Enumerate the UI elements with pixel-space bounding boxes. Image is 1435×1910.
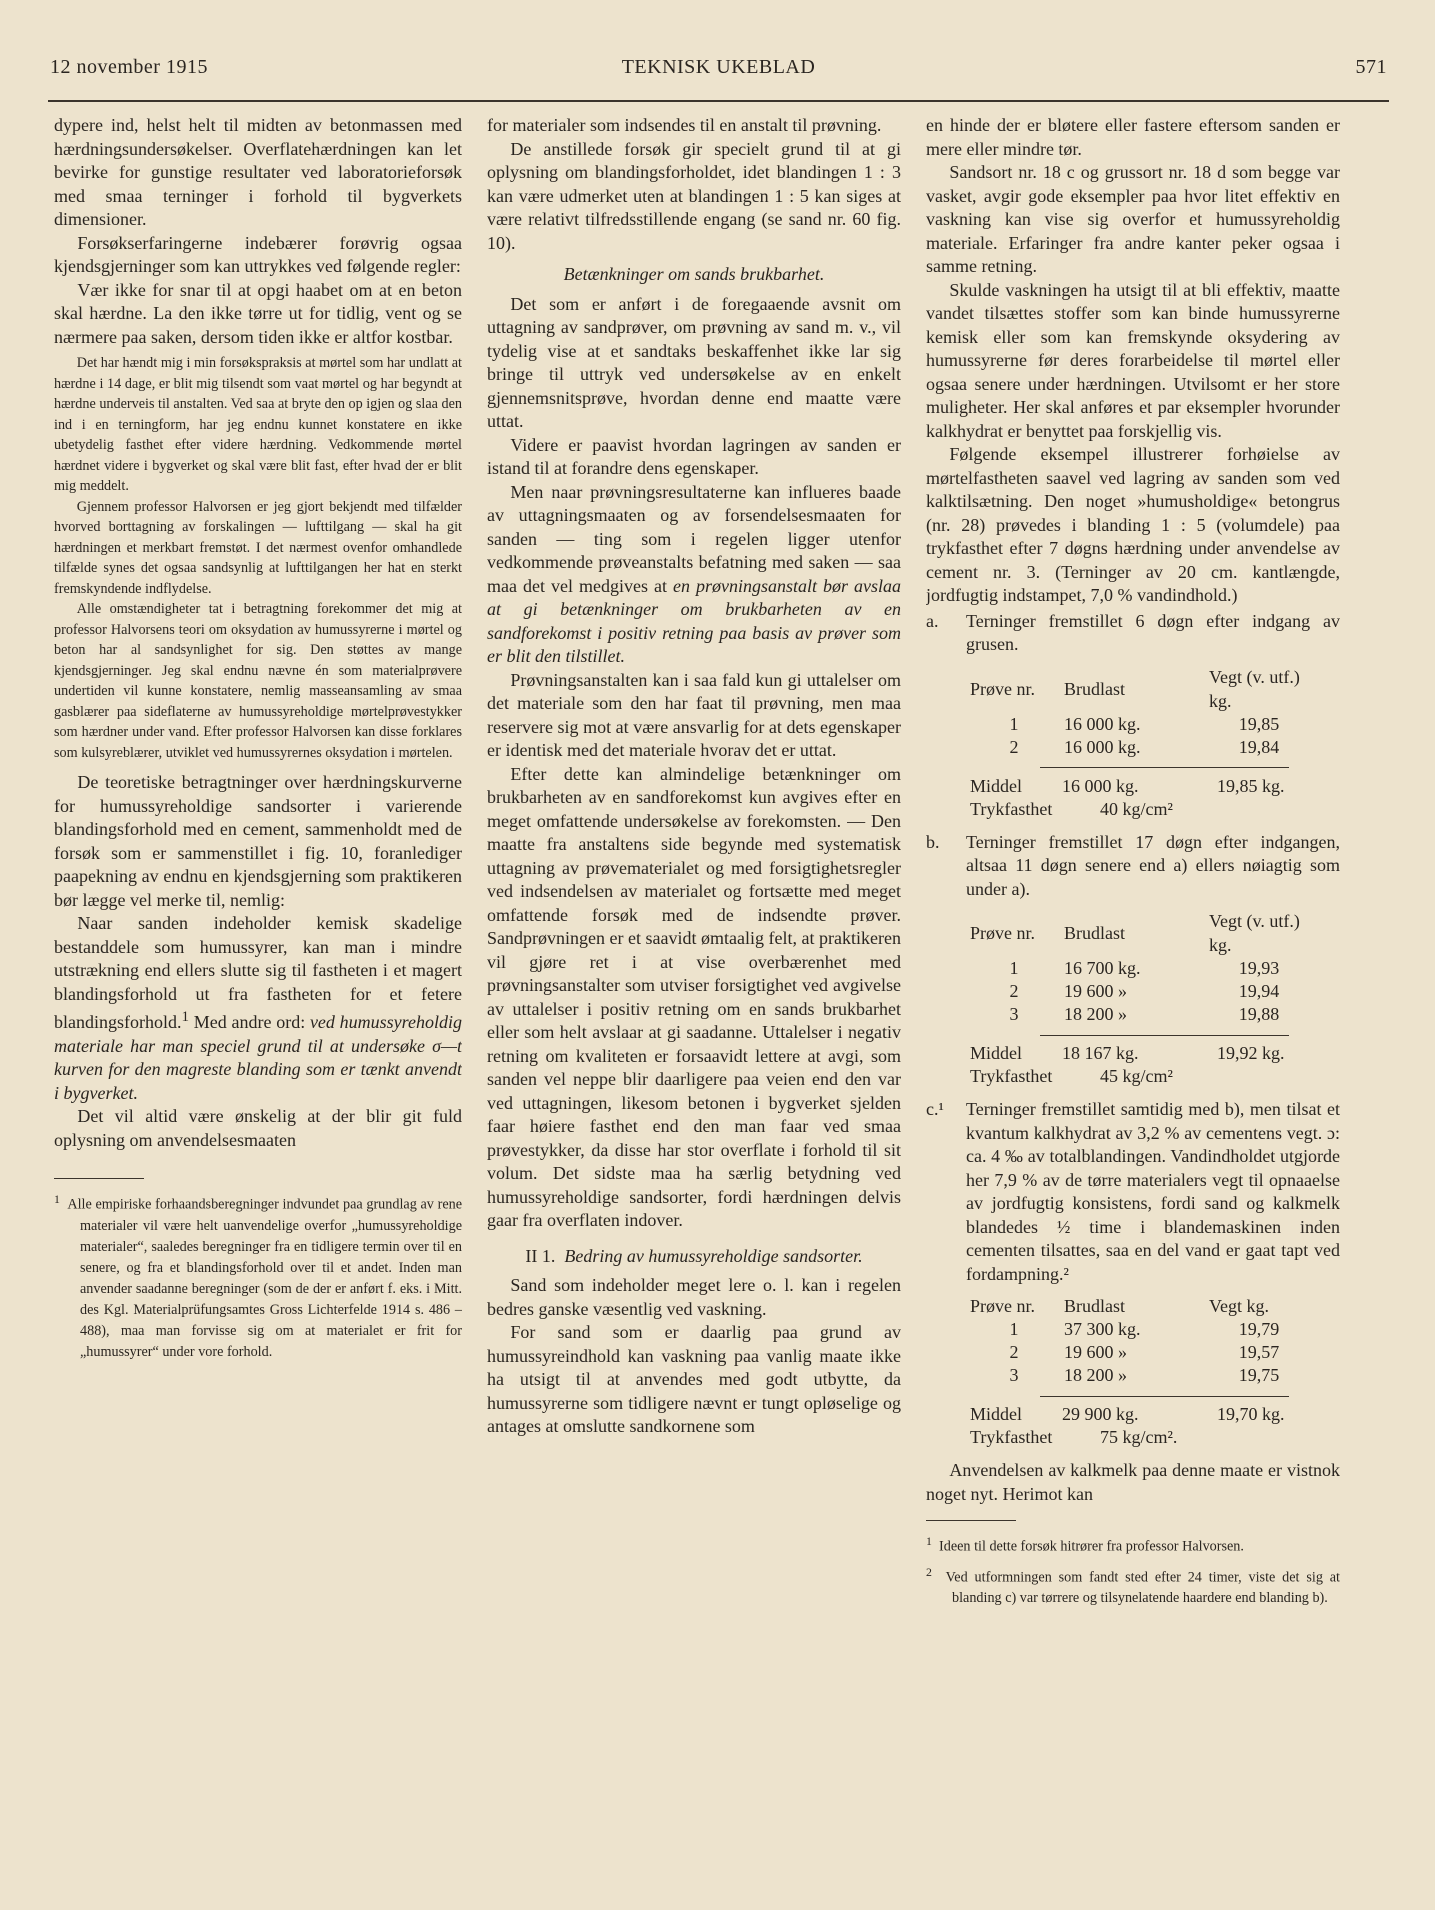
- footnote-ref: 1: [181, 1009, 189, 1025]
- paragraph: for materialer som indsendes til en anstalt til prøvning.: [487, 115, 882, 135]
- paragraph: For sand som er daarlig paa grund av humussyreindhold kan vaskning paa vanlig maate ikke ha utsigt til at anvendes med godt utbytte, da humussyrerne som tidligere nævnt er tungt opløselige og antages at omslutte sandkornene som: [487, 1322, 901, 1436]
- summary-label: Middel: [970, 1043, 1022, 1063]
- cell: 16 700 kg.: [1064, 958, 1141, 978]
- paragraph: Det vil altid være ønskelig at der blir git fuld oplysning om anvendelsesmaaten: [54, 1106, 462, 1150]
- summary-row: [970, 798, 1340, 821]
- cell: 3: [1009, 1365, 1019, 1385]
- column-header: Prøve nr.: [970, 1296, 1035, 1316]
- footnote-number: 2: [926, 1564, 932, 1579]
- cell: 2: [1009, 981, 1019, 1001]
- column-header: Vegt (v. utf.) kg.: [1209, 666, 1300, 711]
- cell: 37 300 kg.: [1064, 1319, 1141, 1339]
- item-label: a.: [926, 610, 939, 631]
- summary-b: [970, 1042, 1340, 1088]
- section-number: II 1.: [525, 1245, 556, 1266]
- summary-row: [970, 775, 1340, 798]
- emphasis: ved humussyreholdig materiale har man speciel grund til at undersøke σ—t kurven for den magreste blanding som er tænkt anvendt i bygverket.: [54, 1012, 462, 1103]
- summary-row: [970, 1065, 1340, 1088]
- footnote: [54, 1189, 462, 1363]
- paragraph: Vær ikke for snar til at opgi haabet om at en beton skal hærdne. La den ikke tørre ut for tidlig, vent og se nærmere paa saken, dersom tiden ikke er altfor kostbar.: [54, 279, 462, 347]
- paragraph: De teoretiske betragtninger over hærdningskurverne for humussyreholdige sandsorter i varierende blandingsforhold med en cement, sammenholdt med de forsøk som er sammenstillet i fig. 10, foranlediger paapekning av endnu en kjendsgjerning som praktikeren bør lægge vel merke til, nemlig:: [54, 772, 462, 910]
- paragraph: dypere ind, helst helt til midten av betonmassen med hærdningsundersøkelser. Overflatehærdningen kan let bevirke for gunstige resultater ved laboratorieforsøk med smaa terninger i forhold til bygverkets dimensioner.: [54, 115, 462, 229]
- summary-value: 45 kg/cm²: [1100, 1066, 1173, 1086]
- small-print-note: [54, 353, 462, 763]
- page-number: 571: [1355, 56, 1387, 78]
- cell: 19,79: [1238, 1319, 1280, 1339]
- summary-value: 19,85 kg.: [1217, 775, 1285, 796]
- paragraph: [54, 912, 462, 1105]
- list-item-a: [926, 610, 1340, 657]
- footnote: [926, 1531, 1340, 1558]
- publication-title: TEKNISK UKEBLAD: [621, 56, 816, 78]
- footnote-rule: [54, 1178, 144, 1179]
- summary-label: Trykfasthet: [970, 798, 1053, 819]
- table-header: [970, 1294, 1309, 1318]
- header-rule: [48, 100, 1389, 102]
- paragraph: Det som er anført i de foregaaende avsnit om uttagning av sandprøver, om prøvning av sand m. v., vil tydelig vise at et sandtaks beskaffenhet ikke lar sig bringe til uttryk ved undersøkelse av en enkelt gjennemsnitsprøve, hvordan denne end maatte være uttat.: [487, 293, 901, 431]
- emphasis: en prøvningsanstalt bør avslaa at gi betænkninger om brukbarheten av en sandforekomst i positiv retning paa basis av prøver som er blit den tilstillet.: [487, 575, 901, 666]
- summary-row: [970, 1403, 1340, 1426]
- table-header: [970, 665, 1309, 713]
- item-label: b.: [926, 831, 940, 852]
- cell: 1: [1009, 958, 1019, 978]
- summary-label: Trykfasthet: [970, 1427, 1053, 1447]
- cell: 2: [1009, 1342, 1019, 1362]
- cell: 3: [1009, 1004, 1019, 1024]
- cell: 19 600 »: [1064, 981, 1127, 1001]
- list-item-b: [926, 831, 1340, 902]
- results-table-b: [970, 909, 1309, 1036]
- paragraph: Prøvningsanstalten kan i saa fald kun gi uttalelser om det materiale som den har faat til prøvning, men maa reservere sig mot at være ansvarlig for at dets egenskaper er identisk med det materiale hvorav det er uttat.: [487, 669, 901, 760]
- table-header: [970, 909, 1309, 957]
- table-row: [970, 957, 1309, 980]
- list-item-c: [926, 1098, 1340, 1286]
- table-row: [970, 736, 1309, 759]
- summary-value: 19,70 kg.: [1217, 1404, 1285, 1424]
- column-header: Brudlast: [1064, 678, 1125, 699]
- summary-c: [970, 1403, 1340, 1449]
- paragraph: Skulde vaskningen ha utsigt til at bli effektiv, maatte vandet tilsættes stoffer som kan binde humussyrerne kemisk eller som kan fremskynde oksydering av humussyrerne før deres forarbeidelse til mørtel eller ogsaa senere under hærdningen. Utvilsomt er her store muligheter. Her skal anføres et par eksempler hvorunder kalkhydrat er benyttet paa forskjellig vis.: [926, 279, 1340, 441]
- table-divider: [970, 1026, 1309, 1036]
- divider: [1040, 1396, 1289, 1397]
- paragraph: Sandsort nr. 18 c og grussort nr. 18 d som begge var vasket, avgir gode eksempler paa hvor litet effektiv en vaskning kan vise sig overfor et humussyreholdig materiale. Erfaringer fra andre kanter peker ogsaa i samme retning.: [926, 162, 1340, 276]
- cell: 19,57: [1238, 1342, 1280, 1362]
- item-label: c.¹: [926, 1099, 944, 1119]
- cell: 1: [1009, 1319, 1019, 1339]
- cell: 19,94: [1238, 981, 1280, 1001]
- summary-label: Middel: [970, 775, 1022, 796]
- table-divider: [970, 1387, 1309, 1397]
- paragraph: en hinde der er bløtere eller fastere eftersom sanden er mere eller mindre tør.: [926, 115, 1340, 159]
- table-row: [970, 1003, 1309, 1026]
- issue-date: 12 november 1915: [50, 56, 208, 78]
- cell: 19,85: [1238, 713, 1280, 734]
- cell: 19,75: [1238, 1365, 1280, 1385]
- cell: 19,84: [1238, 736, 1280, 757]
- column-header: Prøve nr.: [970, 678, 1035, 699]
- item-text: Terninger fremstillet 17 døgn efter indgangen, altsaa 11 døgn senere end a) ellers nøiagtig som under a).: [966, 831, 1340, 899]
- paragraph: Sand som indeholder meget lere o. l. kan i regelen bedres ganske væsentlig ved vaskning.: [487, 1275, 901, 1319]
- item-text: Terninger fremstillet samtidig med b), men tilsat et kvantum kalkhydrat av 3,2 % av cementens vegt. ɔ: ca. 4 ‰ av totalblandingen. Vandindholdet utgjorde her 7,9 % av de tørre materialers vegt til opnaaelse av jordfugtig konsistens, fordi sand og kalkmelk blandedes ½ time i blandemaskinen inden cementen tilsattes, saa en del vand er gaat tapt ved fordampning.²: [966, 1099, 1340, 1284]
- footnote-rule: [926, 1520, 1016, 1521]
- cell: 16 000 kg.: [1064, 736, 1141, 757]
- summary-value: 18 167 kg.: [1062, 1043, 1139, 1063]
- cell: 19 600 »: [1064, 1342, 1127, 1362]
- table-row: [970, 1341, 1309, 1364]
- results-table-c: [970, 1294, 1309, 1397]
- item-text: Terninger fremstillet 6 døgn efter indgang av grusen.: [966, 610, 1340, 654]
- column-2: [487, 114, 901, 1894]
- divider: [1040, 767, 1289, 768]
- summary-value: 75 kg/cm².: [1100, 1427, 1178, 1447]
- paragraph: Anvendelsen av kalkmelk paa denne maate er vistnok noget nyt. Herimot kan: [926, 1460, 1340, 1504]
- column-header: Brudlast: [1064, 923, 1125, 943]
- page-header: [50, 56, 1387, 84]
- footnote: [926, 1562, 1340, 1610]
- paragraph: Følgende eksempel illustrerer forhøielse av mørtelfastheten saavel ved lagring av sanden som ved kalktilsætning. Den noget »humusholdige« betongrus (nr. 28) prøvedes i blanding 1 : 5 (volumdele) paa trykfasthet efter 7 døgns hærdning under anvendelse av cement nr. 3. (Terninger av 20 cm. kantlængde, jordfugtig indstampet, 7,0 % vandindhold.): [926, 444, 1340, 605]
- paragraph: Alle omstændigheter tat i betragtning forekommer det mig at professor Halvorsens teori om oksydation av humussyrerne i mørtel og beton har al sandsynlighet for sig. Den støttes av mange kjendsgjerninger. Jeg skal endnu nævne én som materialprøvere undertiden vil kunne konstatere, nemlig masseansamling av smaa gasblærer paa sideflaterne av humussyreholdige mørtelprøvestykker som hærdner under vand. Efter professor Halvorsen kan disse forklares som kulsyreblærer, utviklet ved humussyrernes oksydation i mørtelen.: [54, 601, 462, 761]
- text-run: Men naar prøvningsresultaterne kan influeres baade av uttagningsmaaten og av forsendelsesmaaten for sanden — ting som i regelen ligger utenfor vedkommende prøveanstalts befatning med saken — saa maa det vel medgives at: [487, 481, 901, 596]
- cell: 1: [1009, 713, 1019, 734]
- column-3: [926, 114, 1340, 1894]
- column-header: Brudlast: [1064, 1296, 1125, 1316]
- summary-value: 40 kg/cm²: [1100, 798, 1173, 819]
- column-header: Prøve nr.: [970, 923, 1035, 943]
- footnote-text: Ved utformningen som fandt sted efter 24 timer, viste det sig at blanding c) var tørrere og tilsynelatende haardere end blanding b).: [945, 1569, 1340, 1607]
- footnote-number: 1: [54, 1192, 60, 1206]
- column-header: Vegt (v. utf.) kg.: [1209, 911, 1300, 955]
- footnote-text: Alle empiriske forhaandsberegninger indvundet paa grundlag av rene materialer vil være helt uanvendelige overfor „humussyreholdige materialer“, saaledes beregninger fra en tidligere termin over til en senere, og fra et blandingsforhold over til et andet. Inden man anvender saadanne beregninger (som de der er anført f. eks. i Mitt. des Kgl. Materialprüfungsamtes Gross Lichterfelde 1914 s. 486 – 488), maa man forvisse sig om at materialet er frit for „humussyrer“ under vore forhold.: [67, 1196, 462, 1360]
- column-1: [54, 114, 462, 1894]
- table-row: [970, 1318, 1309, 1341]
- section-heading: Betænkninger om sands brukbarhet.: [563, 264, 825, 284]
- paragraph: [487, 481, 901, 669]
- footnote-number: 1: [926, 1534, 932, 1548]
- results-table-a: [970, 665, 1309, 769]
- table-row: [970, 980, 1309, 1003]
- summary-value: 29 900 kg.: [1062, 1404, 1139, 1424]
- text-run: Med andre ord:: [189, 1012, 310, 1032]
- summary-row: [970, 1426, 1340, 1449]
- table-row: [970, 713, 1309, 736]
- text-run: Naar sanden indeholder kemisk skadelige bestanddele som humussyrer, kan man i mindre utstrækning end ellers slutte sig til fastheten i et magert blandingsforhold ut fra fastheten for et fetere blandingsforhold.: [54, 913, 462, 1032]
- paragraph: Gjennem professor Halvorsen er jeg gjort bekjendt med tilfælder hvorved borttagning av forskalingen — lufttilgang — skal ha git hærdningen et merkbart fremstøt. I det nærmest ovenfor omhandlede tilfælde synes det ogsaa sandsynlig at lufttilgangen her hat en sterkt fremskyndende indflydelse.: [54, 498, 462, 597]
- cell: 19,88: [1238, 1004, 1280, 1024]
- cell: 18 200 »: [1064, 1365, 1127, 1385]
- column-header: Vegt kg.: [1209, 1296, 1269, 1316]
- paragraph: Videre er paavist hvordan lagringen av sanden er istand til at forandre dens egenskaper.: [487, 434, 901, 478]
- table-row: [970, 1364, 1309, 1387]
- cell: 2: [1009, 736, 1019, 757]
- summary-value: 16 000 kg.: [1062, 775, 1139, 796]
- footnote-text: Ideen til dette forsøk hitrører fra professor Halvorsen.: [939, 1538, 1244, 1555]
- paragraph: Forsøkserfaringerne indebærer forøvrig ogsaa kjendsgjerninger som kan uttrykkes ved følgende regler:: [54, 232, 462, 276]
- summary-label: Trykfasthet: [970, 1066, 1053, 1086]
- section-heading: [487, 1245, 901, 1269]
- cell: 16 000 kg.: [1064, 713, 1141, 734]
- cell: 18 200 »: [1064, 1004, 1127, 1024]
- divider: [1040, 1035, 1289, 1036]
- paragraph: De anstillede forsøk gir specielt grund til at gi oplysning om blandingsforholdet, idet blandingen 1 : 3 kan være udmerket uten at blandingen 1 : 5 kan siges at være relativt tilfredsstillende engang (se sand nr. 60 fig. 10).: [487, 138, 901, 253]
- cell: 19,93: [1238, 958, 1280, 978]
- summary-value: 19,92 kg.: [1217, 1043, 1285, 1063]
- summary-row: [970, 1042, 1340, 1065]
- paragraph: Efter dette kan almindelige betænkninger om brukbarheten av en sandforekomst kun avgives efter en meget omfattende undersøkelse av forekomsten. — Den maatte fra anstaltens side begynde med systematisk uttagning av prøvematerialet og med forsigtighetsregler ved indsendelsen av materialet og fortsætte med meget omfattende forsøk med de indsendte prøver. Sandprøvningen er et saavidt ømtaalig felt, at praktikeren vil gjøre ret i at vise overbærenhet med prøvningsanstalter som utviser forsigtighet ved avgivelse av uttalelser i positiv retning om en sands brukbarhet eller som helt avslaar at gi saadanne. Uttalelser i negativ retning om kvaliteten er forsaavidt lettere at avgi, som sanden vel neppe blir daarligere paa veien end den var ved uttagningen, likesom betonen i bygverket sjelden faar høiere fasthet end den man faar ved smaa prøvestykker, da disse har stor overflate i forhold til sit volum. Det sidste maa ha særlig betydning ved humussyreholdige sandsorter, fordi hærdningen delvis gaar fra overflaten indover.: [487, 763, 901, 1230]
- paragraph: Det har hændt mig i min forsøkspraksis at mørtel som har undlatt at hærdne i 14 dage, er blit mig tilsendt som vaat mørtel og har begyndt at hærdne underveis til anstalten. Ved saa at bryte den op igjen og slaa den ind i en terningform, har jeg endnu kunnet konstatere en ikke ubetydelig fasthet efter videre hærdning. Vedkommende mørtel hærdnet videre i bygverket og skal være blit fast, efter hvad der er blit mig meddelt.: [54, 355, 462, 494]
- summary-label: Middel: [970, 1404, 1022, 1424]
- section-title: Bedring av humussyreholdige sandsorter.: [564, 1245, 863, 1266]
- summary-a: [970, 775, 1340, 821]
- table-divider: [970, 759, 1309, 769]
